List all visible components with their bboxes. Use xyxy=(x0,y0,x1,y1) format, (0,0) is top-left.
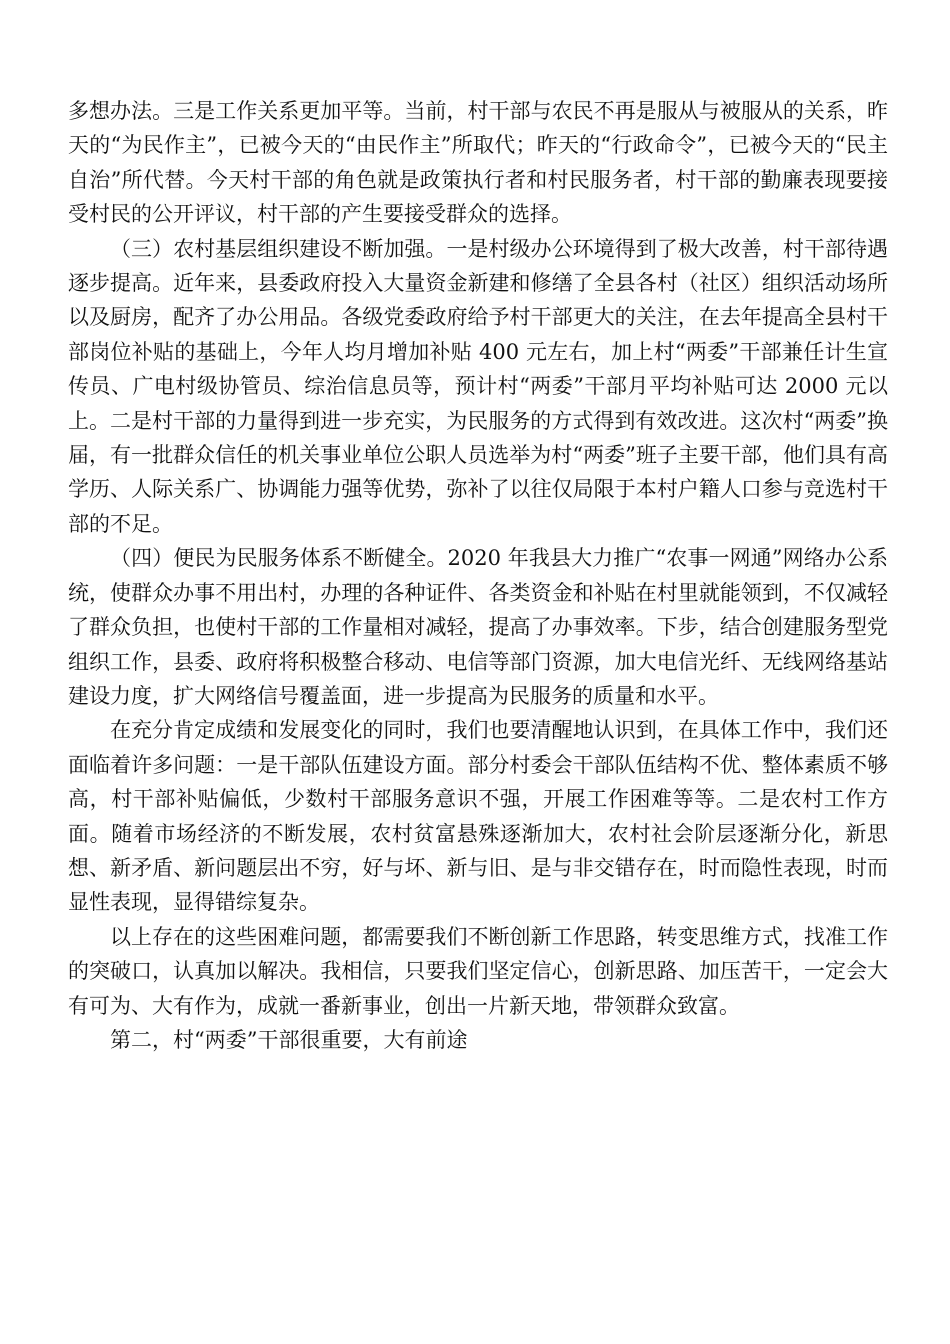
document-page xyxy=(68,94,888,1057)
paragraph-section-3-grassroots: （三）农村基层组织建设不断加强。一是村级办公环境得到了极大改善，村干部待遇逐步提高。近年来，县委政府投入大量资金新建和修缮了全县各村（社区）组织活动场所以及厨房，配齐了办公用品。各级党委政府给予村干部更大的关注，在去年提高全县村干部岗位补贴的基础上，今年人均月增加补贴 400 元左右，加上村“两委”干部兼任计生宣传员、广电村级协管员、综治信息员等，预计村“两委”干部月平均补贴可达 2000 元以上。二是村干部的力量得到进一步充实，为民服务的方式得到有效改进。这次村“两委”换届，有一批群众信任的机关事业单位公职人员选举为村“两委”班子主要干部，他们具有高学历、人际关系广、协调能力强等优势，弥补了以往仅局限于本村户籍人口参与竞选村干部的不足。 xyxy=(68,236,888,536)
paragraph-section-4-services: （四）便民为民服务体系不断健全。2020 年我县大力推广“农事一网通”网络办公系统，使群众办事不用出村，办理的各种证件、各类资金和补贴在村里就能领到，不仅减轻了群众负担，也使村干部的工作量相对减轻，提高了办事效率。下步，结合创建服务型党组织工作，县委、政府将积极整合移动、电信等部门资源，加大电信光纤、无线网络基站建设力度，扩大网络信号覆盖面，进一步提高为民服务的质量和水平。 xyxy=(68,546,888,708)
paragraph-second-point-heading: 第二，村“两委”干部很重要，大有前途 xyxy=(110,1027,468,1052)
paragraph-solutions: 以上存在的这些困难问题，都需要我们不断创新工作思路，转变思维方式，找准工作的突破口，认真加以解决。我相信，只要我们坚定信心，创新思路、加压苦干，一定会大有可为、大有作为，成就一番新事业，创出一片新天地，带领群众致富。 xyxy=(68,924,888,1018)
paragraph-work-relations: 多想办法。三是工作关系更加平等。当前，村干部与农民不再是服从与被服从的关系，昨天的“为民作主”，已被今天的“由民作主”所取代；昨天的“行政命令”，已被今天的“民主自治”所代替。今天村干部的角色就是政策执行者和村民服务者，村干部的勤廉表现要接受村民的公开评议，村干部的产生要接受群众的选择。 xyxy=(68,99,888,227)
paragraph-problems: 在充分肯定成绩和发展变化的同时，我们也要清醒地认识到，在具体工作中，我们还面临着许多问题：一是干部队伍建设方面。部分村委会干部队伍结构不优、整体素质不够高，村干部补贴偏低，少数村干部服务意识不强，开展工作困难等等。二是农村工作方面。随着市场经济的不断发展，农村贫富悬殊逐渐加大，农村社会阶层逐渐分化，新思想、新矛盾、新问题层出不穷，好与坏、新与旧、是与非交错存在，时而隐性表现，时而显性表现，显得错综复杂。 xyxy=(68,718,888,915)
